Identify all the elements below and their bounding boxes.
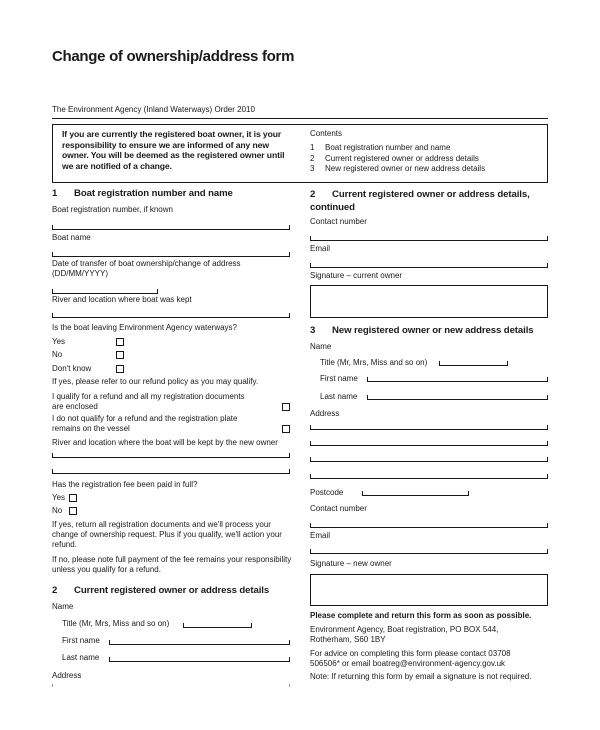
not-qualify-refund-label: I do not qualify for a refund and the registration plate remains on the vessel: [52, 414, 238, 433]
page-title: Change of ownership/address form: [52, 48, 295, 65]
current-owner-last-name-label: Last name: [62, 653, 100, 662]
current-owner-last-name-field[interactable]: [109, 657, 290, 662]
new-owner-email-label: Email: [310, 531, 331, 540]
legislation-reference: The Environment Agency (Inland Waterways) Order 2010: [52, 105, 255, 114]
transfer-date-label: Date of transfer of boat ownership/change of address (DD/MM/YYYY): [52, 259, 241, 278]
return-note: Please complete and return this form as soon as possible.: [310, 611, 532, 620]
advice-email-link[interactable]: 506506* or email boatreg@environment-agency.gov.uk: [310, 659, 506, 668]
if-no-instructions: If no, please note full payment of the fee remains your responsibility unless you qualify for a refund.: [52, 555, 292, 574]
new-owner-email-field[interactable]: [310, 549, 548, 554]
current-owner-title-field[interactable]: [183, 623, 252, 628]
new-owner-address-field-2[interactable]: [310, 441, 548, 446]
email-signature-note: Note: If returning this form by email a signature is not required.: [310, 672, 532, 681]
new-owner-postcode-label: Postcode: [310, 488, 344, 497]
fee-yes-checkbox[interactable]: [69, 494, 77, 502]
current-owner-first-name-field[interactable]: [109, 640, 290, 645]
current-owner-first-name-label: First name: [62, 636, 100, 645]
new-owner-last-name-field[interactable]: [367, 395, 548, 400]
new-owner-contact-field[interactable]: [310, 523, 548, 528]
new-owner-signature-label: Signature – new owner: [310, 559, 392, 568]
current-owner-address-label: Address: [52, 671, 82, 680]
current-owner-email-field[interactable]: [310, 263, 548, 268]
current-owner-signature-box[interactable]: [310, 285, 548, 318]
river-location-field[interactable]: [52, 313, 290, 318]
leaving-dont-know-checkbox[interactable]: [116, 365, 124, 373]
leaving-yes-checkbox[interactable]: [116, 338, 124, 346]
advice-contact: For advice on completing this form please contact 03708 506506* or email boatreg@environment-agency.gov.uk: [310, 649, 511, 668]
fee-yes-label: Yes: [52, 493, 66, 502]
section-1-heading: 1 Boat registration number and name: [52, 188, 233, 199]
contents-list: [310, 143, 485, 175]
new-owner-name-label: Name: [310, 342, 332, 351]
current-owner-address-field[interactable]: [52, 684, 290, 687]
qualify-refund-label: I qualify for a refund and all my registration documents are enclosed: [52, 392, 245, 411]
contents-item[interactable]: 2 Current registered owner or address details: [310, 153, 479, 163]
new-river-location-field-1[interactable]: [52, 453, 290, 458]
river-location-label: River and location where boat was kept: [52, 295, 192, 304]
current-owner-name-label: Name: [52, 602, 74, 611]
current-owner-contact-field[interactable]: [310, 236, 548, 241]
new-owner-first-name-field[interactable]: [367, 377, 548, 382]
leaving-dont-know-label: Don't know: [52, 364, 92, 373]
new-owner-first-name-label: First name: [320, 374, 358, 383]
new-owner-address-field-1[interactable]: [310, 425, 548, 430]
current-owner-email-label: Email: [310, 244, 331, 253]
section-2-continued-heading: 2 Current registered owner or address details, continued: [310, 189, 530, 213]
contents-item[interactable]: 3 New registered owner or new address details: [310, 164, 486, 173]
leaving-no-checkbox[interactable]: [116, 351, 124, 359]
boat-reg-number-label: Boat registration number, if known: [52, 205, 173, 214]
boat-name-label: Boat name: [52, 233, 91, 242]
if-yes-instructions: If yes, return all registration documents and we'll process your change of ownership request. Plus if you qualify, we'll action your refund.: [52, 520, 282, 549]
new-owner-last-name-label: Last name: [320, 392, 358, 401]
fee-no-label: No: [52, 506, 63, 515]
new-owner-postcode-field[interactable]: [362, 491, 469, 496]
qualify-refund-checkbox[interactable]: [282, 403, 290, 411]
not-qualify-refund-checkbox[interactable]: [282, 425, 290, 433]
new-owner-title-label: Title (Mr, Mrs, Miss and so on): [320, 358, 428, 367]
new-owner-address-field-3[interactable]: [310, 457, 548, 462]
new-owner-signature-box[interactable]: [310, 574, 548, 606]
current-owner-signature-label: Signature – current owner: [310, 271, 403, 280]
leaving-waterways-question: Is the boat leaving Environment Agency waterways?: [52, 323, 237, 332]
new-river-location-label: River and location where the boat will be kept by the new owner: [52, 438, 278, 447]
current-owner-contact-label: Contact number: [310, 217, 367, 226]
new-owner-address-label: Address: [310, 409, 340, 418]
contents-title: Contents: [310, 129, 343, 138]
transfer-date-field[interactable]: [52, 289, 158, 294]
return-address: Environment Agency, Boat registration, PO BOX 544, Rotherham, S60 1BY: [310, 625, 499, 644]
notice-text: If you are currently the registered boat owner, it is your responsibility to ensure we are informed of any new owner. You will be deemed as the registered owner until we are notified of a change.: [62, 129, 285, 171]
section-3-heading: 3 New registered owner or new address details: [310, 325, 534, 336]
new-owner-contact-label: Contact number: [310, 504, 367, 513]
contents-item[interactable]: 1 Boat registration number and name: [310, 143, 451, 152]
new-owner-title-field[interactable]: [439, 361, 508, 366]
fee-no-checkbox[interactable]: [69, 507, 77, 515]
leaving-yes-label: Yes: [52, 337, 66, 346]
fee-paid-question: Has the registration fee been paid in full?: [52, 480, 198, 489]
boat-reg-number-field[interactable]: [52, 225, 290, 230]
header-divider: [52, 118, 548, 119]
current-owner-title-label: Title (Mr, Mrs, Miss and so on): [62, 619, 170, 628]
new-owner-address-field-4[interactable]: [310, 474, 548, 479]
boat-name-field[interactable]: [52, 252, 290, 257]
section-2-heading: 2 Current registered owner or address details: [52, 585, 270, 596]
leaving-no-label: No: [52, 350, 63, 359]
new-river-location-field-2[interactable]: [52, 469, 290, 474]
refund-policy-note: If yes, please refer to our refund policy as you may qualify.: [52, 377, 259, 386]
